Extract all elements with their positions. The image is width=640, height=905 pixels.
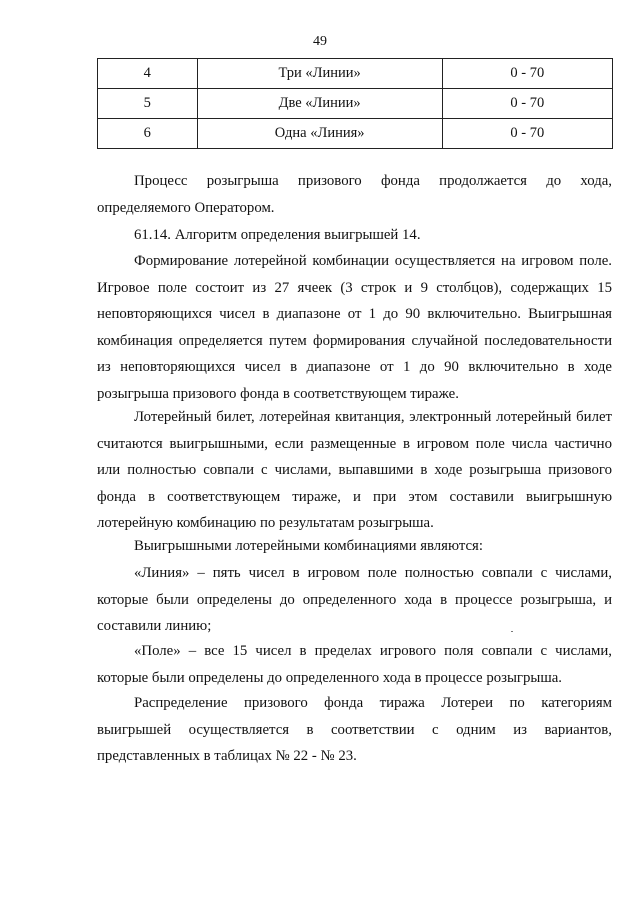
share-cell: 0 - 70 xyxy=(442,89,612,119)
section-heading-61-14: 61.14. Алгоритм определения выигрышей 14. xyxy=(134,227,421,243)
share-cell: 0 - 70 xyxy=(442,59,612,89)
paragraph-line-combination: «Линия» – пять чисел в игровом поле полностью совпали с числами, которые были определены до определенного хода в процессе розыгрыша, и составили линию; xyxy=(97,565,612,635)
category-cell: 5 xyxy=(98,89,198,119)
combination-cell: Две «Линии» xyxy=(197,89,442,119)
paragraph-winning-combinations-intro: Выигрышными лотерейными комбинациями являются: xyxy=(134,538,483,554)
paragraph-field-combination: «Поле» – все 15 чисел в пределах игрового поля совпали с числами, которые были определены до определенного хода в процессе розыгрыша. xyxy=(97,643,612,686)
category-cell: 6 xyxy=(98,119,198,149)
page-number: 49 xyxy=(313,34,327,49)
paragraph-prize-distribution: Распределение призового фонда тиража Лотереи по категориям выигрышей осуществляется в соответствии с одним из вариантов, представленных в таблицах № 22 - № 23. xyxy=(97,695,612,765)
paragraph-draw-process: Процесс розыгрыша призового фонда продолжается до хода, определяемого Оператором. xyxy=(97,173,612,216)
table-row xyxy=(98,59,613,89)
share-cell: 0 - 70 xyxy=(442,119,612,149)
prize-distribution-table xyxy=(97,58,613,149)
paragraph-combination-formation: Формирование лотерейной комбинации осуществляется на игровом поле. Игровое поле состоит из 27 ячеек (3 строк и 9 столбцов), содержащих 15 неповторяющихся чисел в диапазоне от 1 до 90 включительно. Выигрышная комбинация определяется путем формирования случайной последовательности из неповторяющихся чисел в диапазоне от 1 до 90 включительно в ходе розыгрыша призового фонда в соответствующем тираже. xyxy=(97,253,612,402)
table-row xyxy=(98,89,613,119)
scan-speck xyxy=(511,631,513,632)
combination-cell: Одна «Линия» xyxy=(197,119,442,149)
category-cell: 4 xyxy=(98,59,198,89)
table-row xyxy=(98,119,613,149)
combination-cell: Три «Линии» xyxy=(197,59,442,89)
paragraph-winning-ticket: Лотерейный билет, лотерейная квитанция, электронный лотерейный билет считаются выигрышными, если размещенные в игровом поле числа частично или полностью совпали с числами, выпавшими в ходе розыгрыша призового фонда в соответствующем тираже, и при этом составили выигрышную лотерейную комбинацию по результатам розыгрыша. xyxy=(97,409,612,532)
